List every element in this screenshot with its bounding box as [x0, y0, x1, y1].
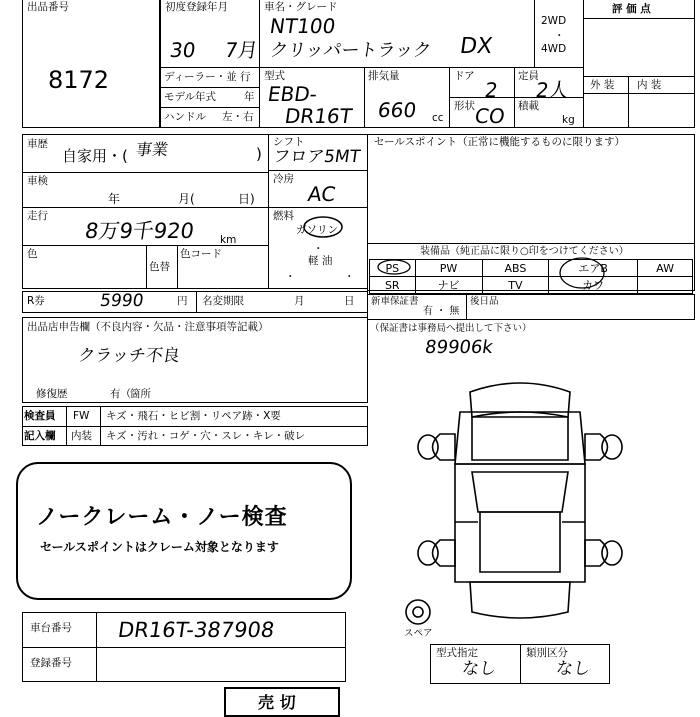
load-label: 積載: [518, 100, 539, 112]
diagram-spare-tire: [406, 600, 430, 624]
interior-label: 内 装: [637, 79, 662, 91]
type-value-1: EBD-: [266, 82, 319, 106]
history-close: ): [256, 145, 262, 163]
shaken-year: 年: [108, 192, 121, 206]
evaluation-box: [583, 0, 695, 128]
capacity-value: 2人: [534, 78, 571, 102]
no-claim-stamp: [16, 462, 352, 600]
car-name: NT100: [268, 14, 338, 38]
diagram-rear-bumper: [470, 582, 570, 618]
first-registration-month: 7月: [223, 38, 260, 62]
spare-label: スペア: [404, 628, 433, 639]
type-value-2: DR16T: [283, 104, 354, 128]
chassis-number: DR16T-387908: [116, 618, 276, 642]
type-designation-value: なし: [460, 659, 498, 679]
model-year-unit: 年: [244, 91, 255, 103]
ac-label: 冷房: [273, 173, 294, 185]
drive-2wd: 2WD: [541, 15, 567, 27]
car-damage-diagram: [400, 372, 640, 632]
repair-area-label: 箇所: [130, 388, 151, 400]
expiry-month: 月: [294, 295, 305, 307]
shaken-day: 日): [238, 192, 255, 206]
equipment-tv: TV: [482, 277, 549, 294]
fuel-label: 燃料: [273, 210, 294, 222]
shape-label: 形状: [454, 100, 475, 112]
diagram-left-rear-fender: [433, 540, 456, 566]
class-label: 類別区分: [526, 647, 568, 659]
color-change-label: 色替: [149, 261, 170, 273]
fuel-dot-left: ・: [285, 271, 296, 283]
fuel-dot: ・: [313, 243, 324, 255]
equipment-blank: [638, 277, 693, 294]
recycle-label: R券: [27, 295, 45, 307]
door-label: ドア: [454, 70, 475, 82]
checker-label: 検査員: [24, 410, 56, 422]
diagram-right-front-wheel: [602, 435, 622, 459]
fw-label: FW: [73, 410, 90, 422]
type-label: 型式: [264, 70, 285, 82]
equipment-ps: PS: [370, 260, 416, 277]
notes-label: 出品店申告欄（不良内容・欠品・注意事項等記載）: [27, 321, 269, 333]
notes-content: クラッチ不良: [76, 346, 182, 366]
lot-number-box: [22, 0, 160, 128]
diagram-right-front-fender: [585, 434, 608, 460]
no-claim-title: ノークレーム・ノー検査: [36, 505, 288, 530]
model-year-label: モデル年式: [164, 91, 216, 103]
displacement-value: 660: [376, 98, 418, 122]
door-value: 2: [483, 78, 500, 102]
entry-label: 記入欄: [24, 430, 56, 442]
exterior-label: 外 装: [590, 79, 615, 91]
handle-label: ハンドル: [164, 111, 206, 123]
post-item-label: 後日品: [470, 296, 499, 307]
no-claim-subtitle: セールスポイントはクレーム対象となります: [40, 540, 279, 554]
first-registration-label: 初度登録年月: [165, 1, 228, 13]
interior-check-label: 内装: [71, 430, 92, 442]
equipment-leather: カワ: [549, 277, 638, 294]
warranty-label: 新車保証書: [371, 296, 419, 307]
mileage-label: 走行: [27, 210, 48, 222]
drive-4wd: 4WD: [541, 43, 567, 55]
diagram-body: [455, 464, 585, 582]
shape-value: CO: [473, 104, 507, 128]
diagram-spare-tire-hub: [413, 607, 423, 617]
drive-separator: ・: [554, 30, 565, 42]
shaken-label: 車検: [27, 175, 48, 187]
fw-items: キズ・飛石・ヒビ割・リペア跡・X要: [106, 410, 281, 422]
evaluation-label: 評 価 点: [612, 3, 651, 15]
lot-number: 8172: [48, 66, 110, 94]
equipment-aw: AW: [638, 260, 693, 277]
shift-value: フロア5MT: [271, 147, 362, 167]
class-value: なし: [554, 659, 592, 679]
interior-items: キズ・汚れ・コゲ・穴・スレ・キレ・破レ: [106, 430, 306, 442]
recycle-box: [22, 291, 368, 313]
equipment-airbag: エアB: [549, 260, 638, 277]
repair-history-label: 修復歴: [36, 388, 68, 400]
color-label: 色: [27, 248, 38, 260]
handle-options: 左・右: [222, 111, 254, 123]
repair-history-value: 有（: [110, 388, 131, 400]
ac-value: AC: [306, 182, 337, 206]
dealer-label: ディーラー・並 行: [164, 71, 251, 83]
equipment-airbag-circle: [557, 256, 607, 290]
displacement-unit: cc: [432, 112, 444, 124]
first-registration-year: 30: [168, 38, 198, 62]
displacement-label: 排気量: [368, 70, 400, 82]
mileage-value: 8万9千920: [83, 219, 196, 243]
equipment-label: 装備品（純正品に限り○印をつけてください）: [420, 246, 629, 257]
equipment-ps-circle: [376, 259, 412, 275]
fuel-kerosene: 軽 油: [308, 255, 333, 267]
diagram-left-rear-wheel: [418, 541, 438, 565]
type-designation-label: 型式指定: [436, 647, 478, 659]
diagram-left-front-fender: [433, 434, 456, 460]
diagram-right-rear-fender: [585, 540, 608, 566]
history-label: 車歴: [27, 138, 48, 150]
car-name-label: 車名・グレード: [264, 1, 338, 13]
diagram-roof: [480, 512, 560, 572]
name-change-expiry-label: 名変期限: [202, 295, 244, 307]
sold-stamp: 売 切: [258, 693, 296, 712]
diagram-left-front-wheel: [418, 435, 438, 459]
fuel-petrol: ガソリン: [296, 224, 338, 236]
diagram-windshield: [472, 472, 568, 512]
mileage-unit: km: [220, 234, 237, 246]
fuel-dot-right: ・: [344, 271, 355, 283]
equipment-table: [369, 259, 693, 294]
warranty-note: （保証書は事務局へ提出して下さい）: [370, 323, 532, 334]
plate-label: 登録番号: [30, 657, 72, 669]
car-model-name: クリッパートラック: [268, 40, 433, 61]
equipment-navi: ナビ: [415, 277, 482, 294]
load-unit: kg: [562, 114, 575, 126]
capacity-label: 定員: [518, 70, 539, 82]
lot-number-label: 出品番号: [27, 1, 69, 13]
warranty-handwritten-number: 89906k: [423, 337, 495, 358]
equipment-abs: ABS: [482, 260, 549, 277]
shift-label: シフト: [273, 136, 305, 148]
chassis-label: 車台番号: [30, 622, 72, 634]
diagram-right-rear-wheel: [602, 541, 622, 565]
equipment-sr: SR: [370, 277, 416, 294]
expiry-day: 日: [344, 295, 355, 307]
sales-point-box: [367, 134, 695, 244]
color-code-label: 色コード: [180, 248, 222, 260]
history-extra: 事業: [134, 140, 170, 159]
diagram-hood: [455, 412, 585, 464]
equipment-pw: PW: [415, 260, 482, 277]
recycle-amount: 5990: [98, 291, 145, 311]
shaken-month: 月(: [178, 192, 195, 206]
fuel-circle-mark: [302, 214, 344, 240]
history-value: 自家用・(: [62, 147, 128, 165]
warranty-options: 有 ・ 無: [423, 306, 460, 317]
diagram-hood-panel: [472, 417, 568, 460]
sales-point-label: セールスポイント（正常に機能するものに限ります）: [374, 136, 626, 148]
car-grade: DX: [458, 34, 494, 59]
recycle-yen: 円: [177, 295, 188, 307]
